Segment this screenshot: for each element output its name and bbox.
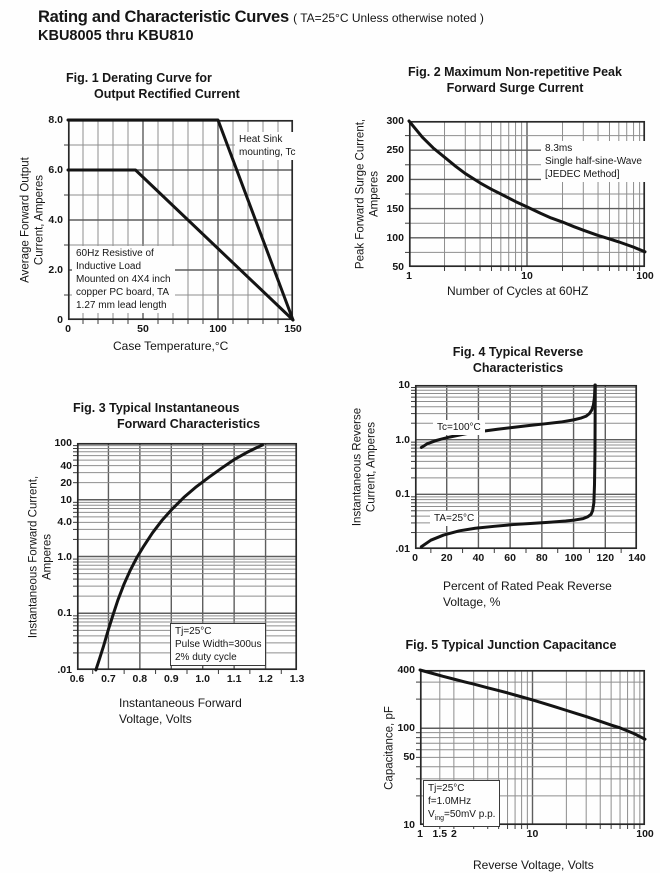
fig3-conditions-note [170, 623, 266, 666]
fig1-note-line2: Inductive Load [76, 261, 142, 272]
fig1-y-axis-label-line2: Current, Amperes [33, 174, 45, 266]
fig5-y-axis-label [383, 706, 397, 790]
y-tick-label: 200 [386, 173, 404, 186]
fig2-y-axis-label-line1: Peak Forward Surge Current, [354, 118, 367, 270]
x-tick-label: 0 [412, 552, 418, 564]
x-tick-label: 0 [65, 323, 71, 335]
fig1-note-line1: 60Hz Resistive of [76, 248, 154, 259]
x-tick-label: 1.1 [226, 673, 242, 685]
y-tick-label: 0 [57, 314, 63, 326]
x-tick-label: 1 [417, 828, 423, 840]
fig2-title-line1: Fig. 2 Maximum Non-repetitive Peak [408, 65, 622, 79]
fig4-title-line2: Characteristics [472, 361, 564, 375]
x-tick-label: 1.3 [289, 673, 305, 685]
fig1-title-line1: Fig. 1 Derating Curve for [66, 71, 212, 85]
fig3-note-line1: Tj=25°C [175, 626, 212, 637]
y-tick-label: 100 [397, 722, 415, 735]
y-tick-label: 0.1 [57, 607, 72, 620]
fig3-x-axis-label-line1: Instantaneous Forward [119, 696, 242, 710]
y-tick-label: 50 [392, 261, 404, 273]
fig4-ta25-curve-label: TA=25°C [430, 511, 478, 526]
fig3-title-line2: Forward Characteristics [117, 417, 261, 431]
fig1-conditions-note [72, 246, 175, 313]
fig2-x-axis-label: Number of Cycles at 60HZ [447, 284, 589, 298]
y-tick-label: 250 [386, 144, 404, 157]
x-tick-label: 1 [406, 270, 412, 282]
y-tick-label: 4.0 [57, 516, 72, 529]
fig1-heatsink-label-line2: mounting, Tc [239, 147, 296, 158]
y-tick-label: 10 [60, 493, 72, 506]
x-tick-label: 100 [636, 270, 654, 282]
fig1-y-axis-label [20, 157, 47, 283]
y-tick-label: 10 [398, 379, 410, 391]
fig3-x-axis-label [119, 695, 242, 727]
y-tick-label: 20 [60, 476, 72, 489]
y-tick-label: 1.0 [57, 550, 72, 563]
fig5-title [391, 637, 631, 653]
fig4-x-axis-label-line2: Voltage, % [443, 595, 501, 609]
x-tick-label: 60 [504, 552, 516, 564]
fig5-conditions-note [423, 780, 500, 827]
x-tick-label: 80 [536, 552, 548, 564]
fig2-title-line2: Forward Surge Current [446, 81, 584, 95]
fig4-chart [351, 379, 646, 609]
fig1-note-line4: copper PC board, TA [76, 287, 170, 298]
page-title-text: Rating and Characteristic Curves [38, 8, 289, 26]
fig3-title-line1: Fig. 3 Typical Instantaneous [73, 401, 240, 415]
fig1-x-axis-label: Case Temperature,°C [113, 339, 229, 353]
y-tick-label: .01 [395, 543, 410, 555]
fig5-note-vsig-pre: V [428, 809, 435, 820]
fig5-note-line3 [428, 808, 495, 825]
fig1-title-line2: Output Rectified Current [94, 87, 240, 101]
x-tick-label: 140 [628, 552, 646, 564]
fig1-note-line5: 1.27 mm lead length [76, 300, 167, 311]
fig2-conditions-note [541, 141, 646, 182]
y-tick-label: 150 [386, 202, 404, 215]
fig3-note-line3: 2% duty cycle [175, 652, 237, 663]
fig5-note-vsig-sub: ing [434, 815, 445, 822]
fig1-y-axis-label-line1: Average Forward Output [19, 157, 32, 283]
fig1-title [66, 70, 240, 102]
fig5-x-axis-label: Reverse Voltage, Volts [473, 858, 594, 872]
x-tick-label: 1.2 [258, 673, 273, 685]
fig2-y-axis-label-line2: Amperes [368, 170, 380, 218]
x-tick-label: 0.6 [69, 673, 85, 685]
fig4-y-axis-label-line2: Current, Amperes [365, 421, 377, 513]
fig2-note-line2: Single half-sine-Wave [545, 156, 642, 167]
y-tick-label: 8.0 [48, 114, 63, 126]
x-tick-label: 120 [596, 552, 615, 564]
fig2-chart [354, 115, 654, 298]
y-tick-label: 1.0 [395, 433, 410, 446]
x-tick-label: 1.0 [195, 673, 211, 685]
fig2-note-line1: 8.3ms [545, 143, 573, 154]
fig3-y-axis-label [28, 475, 55, 637]
x-tick-label: 20 [440, 552, 453, 564]
x-tick-label: 0.8 [132, 673, 148, 685]
fig3-title [73, 400, 260, 432]
fig3-chart [27, 437, 305, 726]
fig2-note-line3: [JEDEC Method] [545, 169, 620, 180]
fig1-heatsink-label-line1: Heat Sink [239, 134, 283, 145]
fig3-y-axis-label-line2: Amperes [41, 533, 53, 580]
y-tick-label: 400 [397, 664, 415, 676]
fig4-y-axis-label-line1: Instantaneous Reverse [351, 407, 364, 527]
fig4-y-axis-label [352, 408, 379, 526]
page-title-condition: ( TA=25°C Unless otherwise noted ) [293, 11, 484, 25]
y-tick-label: 50 [403, 751, 415, 764]
fig2-title [395, 64, 635, 96]
x-tick-label: 100 [636, 828, 654, 840]
fig2-y-axis-label [355, 119, 382, 269]
x-tick-label: 0.7 [101, 673, 116, 685]
x-tick-label: 100 [209, 323, 227, 335]
fig4-tc100-curve-label: Tc=100°C [433, 420, 485, 435]
fig4-title-line1: Fig. 4 Typical Reverse [452, 345, 584, 359]
x-tick-label: 100 [564, 552, 583, 564]
y-tick-label: 2.0 [48, 264, 63, 276]
fig1-note-line3: Mounted on 4X4 inch [76, 274, 171, 285]
fig1-heatsink-curve-label [235, 132, 300, 160]
fig5-title-line1: Fig. 5 Typical Junction Capacitance [405, 638, 617, 652]
y-tick-label: 0.1 [395, 488, 410, 501]
fig5-note-vsig-post: =50mV p.p. [444, 809, 496, 820]
y-tick-label: 4.0 [48, 214, 63, 226]
fig5-note-line1: Tj=25°C [428, 783, 465, 794]
x-tick-label: 150 [284, 323, 302, 335]
part-number-range: KBU8005 thru KBU810 [38, 28, 194, 44]
fig4-x-axis-label-line1: Percent of Rated Peak Reverse [443, 579, 612, 593]
x-tick-label: 2 [450, 828, 457, 840]
page-title [38, 8, 484, 27]
y-tick-label: 40 [60, 459, 72, 472]
fig4-title [398, 344, 638, 376]
fig3-note-line2: Pulse Width=300us [175, 639, 262, 650]
x-tick-label: 10 [526, 828, 539, 840]
fig3-y-axis-label-line1: Instantaneous Forward Current, [27, 475, 40, 638]
x-tick-label: 40 [472, 552, 485, 564]
fig5-chart [383, 664, 654, 872]
x-tick-label: 0.9 [163, 673, 179, 685]
fig5-y-axis-label-line1: Capacitance, pF [383, 705, 396, 790]
y-tick-label: 100 [386, 231, 404, 244]
fig3-x-axis-label-line2: Voltage, Volts [119, 712, 192, 726]
x-tick-label: 10 [521, 270, 533, 282]
y-tick-label: .01 [57, 664, 72, 676]
y-tick-label: 100 [54, 437, 72, 449]
y-tick-label: 6.0 [48, 164, 63, 176]
x-tick-label: 50 [137, 323, 149, 335]
fig5-note-line2: f=1.0MHz [428, 796, 472, 807]
fig4-x-axis-label [443, 578, 612, 610]
y-tick-label: 10 [403, 819, 415, 831]
x-tick-label: 1.5 [432, 828, 448, 840]
y-tick-label: 300 [386, 115, 404, 127]
fig1-chart [19, 114, 302, 353]
